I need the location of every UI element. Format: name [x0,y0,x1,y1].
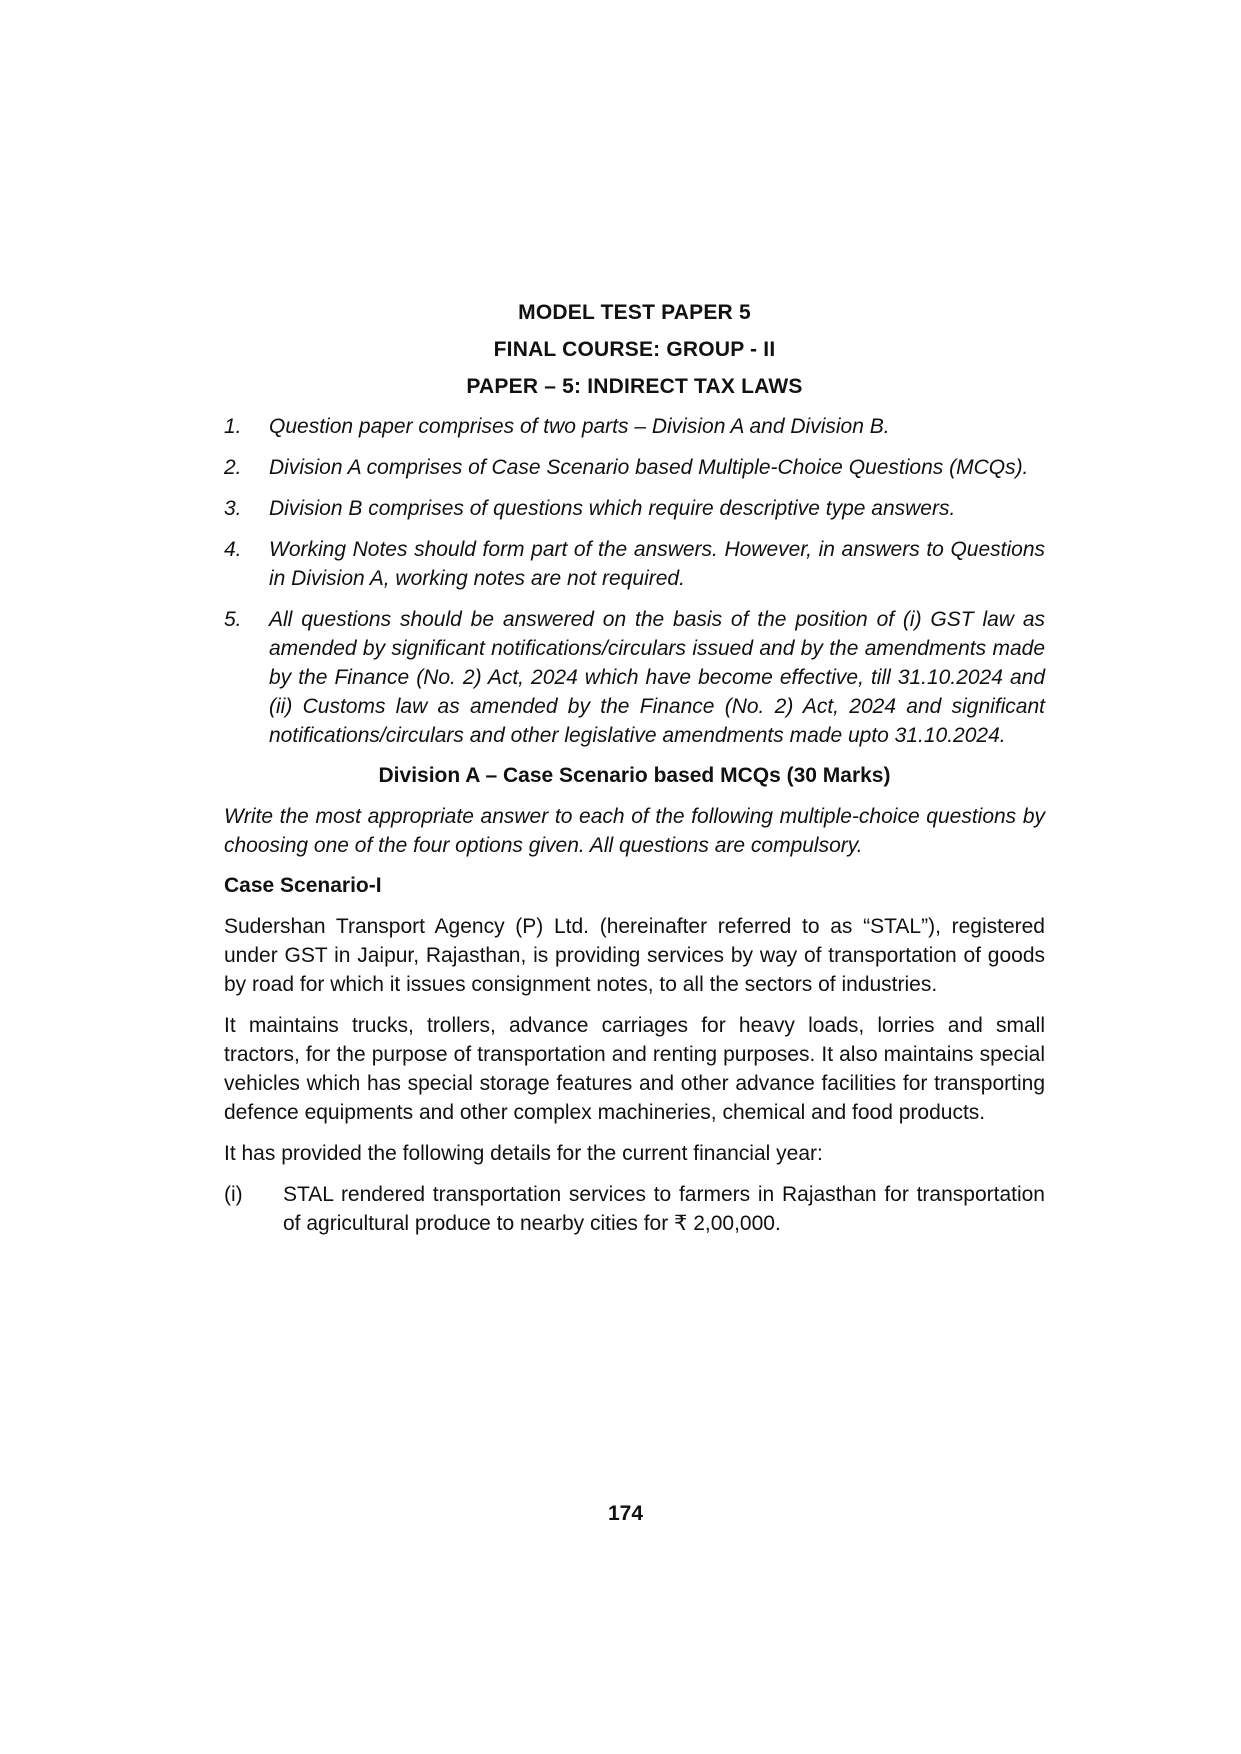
instruction-text: Working Notes should form part of the answers. However, in answers to Questions in Division A, working notes are not required. [269,538,1045,590]
instruction-item [224,412,1045,441]
instruction-text: Question paper comprises of two parts – Division A and Division B. [269,415,890,438]
instruction-item [224,605,1045,750]
case-paragraph: It maintains trucks, trollers, advance carriages for heavy loads, lorries and small tractors, for the purpose of transportation and renting purposes. It also maintains special vehicles which has special storage features and other advance facilities for transporting defence equipments and other complex machineries, chemical and food products. [224,1014,1045,1124]
case-paragraph: It has provided the following details for the current financial year: [224,1142,823,1165]
instruction-text: Division A comprises of Case Scenario based Multiple-Choice Questions (MCQs). [269,456,1029,479]
instruction-number: 3. [224,497,242,520]
instruction-text: Division B comprises of questions which require descriptive type answers. [269,497,956,520]
instruction-item [224,453,1045,482]
instruction-number: 1. [224,415,242,438]
course-group-title: FINAL COURSE: GROUP - II [493,338,776,361]
paper-title: MODEL TEST PAPER 5 [518,301,751,324]
page-number: 174 [607,1502,644,1525]
division-a-directive: Write the most appropriate answer to each of the following multiple-choice questions by choosing one of the four options given. All questions are compulsory. [224,805,1045,857]
paper-subject-title: PAPER – 5: INDIRECT TAX LAWS [466,375,803,398]
instruction-number: 5. [224,608,242,631]
instruction-text: All questions should be answered on the basis of the position of (i) GST law as amended by significant notifications/circulars issued and by the amendments made by the Finance (No. 2) Act, 2024 which have become effective, till 31.10.2024 and (ii) Customs law as amended by the Finance (No. 2) Act, 2024 and significant notifications/circulars and other legislative amendments made upto 31.10.2024. [269,608,1045,747]
division-a-heading: Division A – Case Scenario based MCQs (30 Marks) [378,764,891,787]
case-detail-text: STAL rendered transportation services to farmers in Rajasthan for transportation of agricultural produce to nearby cities for ₹ 2,00,000. [283,1183,1045,1235]
case-detail-item [224,1180,1045,1238]
instruction-item [224,494,1045,523]
instructions-list [224,412,1045,750]
instruction-item [224,535,1045,593]
case-paragraph: Sudershan Transport Agency (P) Ltd. (hereinafter referred to as “STAL”), registered under GST in Jaipur, Rajasthan, is providing services by way of transportation of goods by road for which it issues consignment notes, to all the sectors of industries. [224,915,1045,996]
instruction-number: 2. [224,456,242,479]
case-scenario-title: Case Scenario-I [224,874,382,897]
case-detail-number: (i) [224,1183,243,1206]
instruction-number: 4. [224,538,242,561]
document-page [224,300,1045,1238]
